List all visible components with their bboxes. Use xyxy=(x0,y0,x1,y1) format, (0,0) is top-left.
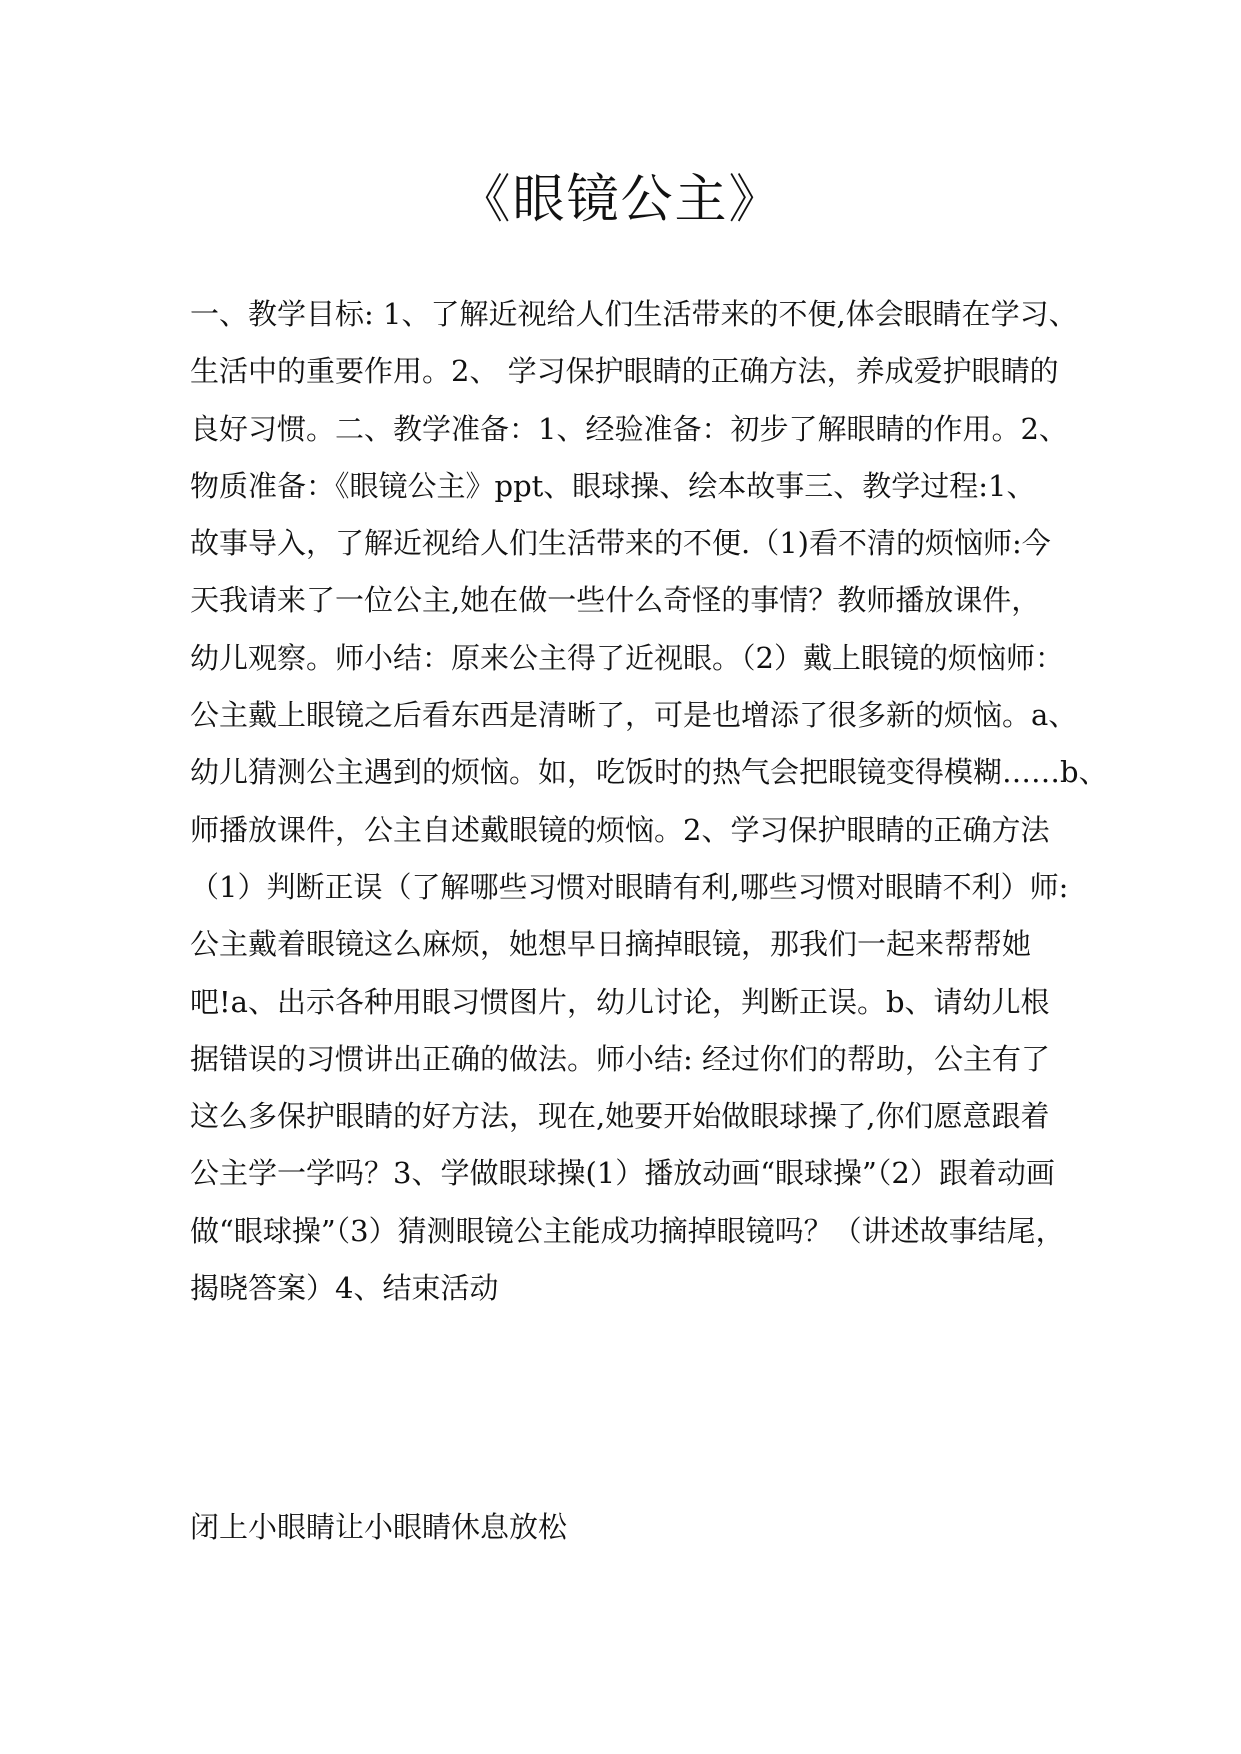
lesson-plan-body xyxy=(190,286,1108,1317)
body-line: 公主戴着眼镜这么麻烦，她想早日摘掉眼镜，那我们一起来帮帮她 xyxy=(190,927,1032,962)
document-title: 《眼镜公主》 xyxy=(458,170,783,230)
body-line: 幼儿猜测公主遇到的烦恼。如，吃饭时的热气会把眼镜变得模糊……b、 xyxy=(190,755,1108,790)
body-line: 做“眼球操”（3）猜测眼镜公主能成功摘掉眼镜吗？（讲述故事结尾， xyxy=(190,1213,1065,1248)
body-line: 良好习惯。二、教学准备：1、经验准备：初步了解眼睛的作用。2、 xyxy=(190,411,1068,446)
body-line: 据错误的习惯讲出正确的做法。师小结: 经过你们的帮助，公主有了 xyxy=(190,1041,1050,1076)
body-line: 一、教学目标: 1、了解近视给人们生活带来的不便,体会眼睛在学习、 xyxy=(190,297,1078,331)
body-line: 天我请来了一位公主,她在做一些什么奇怪的事情？教师播放课件， xyxy=(190,583,1041,618)
body-line: 生活中的重要作用。2、 学习保护眼睛的正确方法，养成爱护眼睛的 xyxy=(190,354,1059,389)
body-line: 公主学一学吗？3、学做眼球操(1）播放动画“眼球操”（2）跟着动画 xyxy=(190,1156,1055,1191)
body-line: 吧!a、出示各种用眼习惯图片，幼儿讨论，判断正误。b、请幼儿根 xyxy=(190,984,1050,1019)
body-line: 师播放课件，公主自述戴眼镜的烦恼。2、学习保护眼睛的正确方法 xyxy=(190,812,1050,847)
body-line: 揭晓答案）4、结束活动 xyxy=(190,1271,499,1306)
body-line: 这么多保护眼睛的好方法，现在,她要开始做眼球操了,你们愿意跟着 xyxy=(190,1099,1050,1134)
body-line: 物质准备：《眼镜公主》ppt、眼球操、绘本故事三、教学过程:1、 xyxy=(190,468,1036,503)
body-line: 故事导入，了解近视给人们生活带来的不便.（1)看不清的烦恼师:今 xyxy=(190,526,1051,561)
closing-paragraph: 闭上小眼睛让小眼睛休息放松 xyxy=(190,1510,568,1544)
body-line: 幼儿观察。师小结：原来公主得了近视眼。（2）戴上眼镜的烦恼师： xyxy=(190,640,1064,675)
body-line: （1）判断正误（了解哪些习惯对眼睛有利,哪些习惯对眼睛不利）师: xyxy=(190,869,1069,904)
body-line: 公主戴上眼镜之后看东西是清晰了，可是也增添了很多新的烦恼。a、 xyxy=(190,698,1078,733)
